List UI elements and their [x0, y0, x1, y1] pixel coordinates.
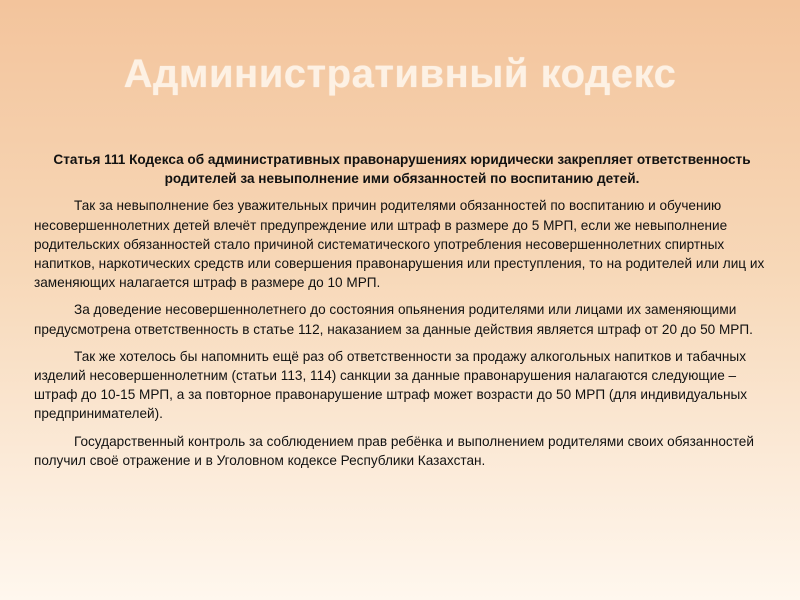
slide-body — [34, 150, 770, 478]
lead-paragraph: Статья 111 Кодекса об административных правонарушениях юридически закрепляет ответственность родителей за невыполнение ими обязанностей по воспитанию детей. — [53, 152, 751, 187]
paragraph-2: За доведение несовершеннолетнего до состояния опьянения родителями или лицами их заменяющими предусмотрена ответственность в статье 112, наказанием за данные действия является штраф от 20 до 50 МРП. — [34, 302, 753, 337]
paragraph-1: Так за невыполнение без уважительных причин родителями обязанностей по воспитанию и обучению несовершеннолетних детей влечёт предупреждение или штраф в размере до 5 МРП, если же невыполнение родительских обязанностей стало причиной систематического употребления несовершеннолетних спиртных напитков, наркотических средств или совершения правонарушения или преступления, то на родителей или лиц их заменяющих налагается штраф в размере до 10 МРП. — [34, 198, 765, 291]
slide-title: Административный кодекс — [123, 52, 677, 96]
paragraph-4: Государственный контроль за соблюдением прав ребёнка и выполнением родителями своих обязанностей получил своё отражение и в Уголовном кодексе Республики Казахстан. — [34, 433, 754, 468]
paragraph-3: Так же хотелось бы напомнить ещё раз об ответственности за продажу алкогольных напитков и табачных изделий несовершеннолетним (статьи 113, 114) санкции за данные правонарушения налагаются следующие – штраф до 10-15 МРП, а за повторное правонарушение штраф может возрасти до 50 МРП (для индивидуальных предпринимателей). — [34, 348, 748, 422]
